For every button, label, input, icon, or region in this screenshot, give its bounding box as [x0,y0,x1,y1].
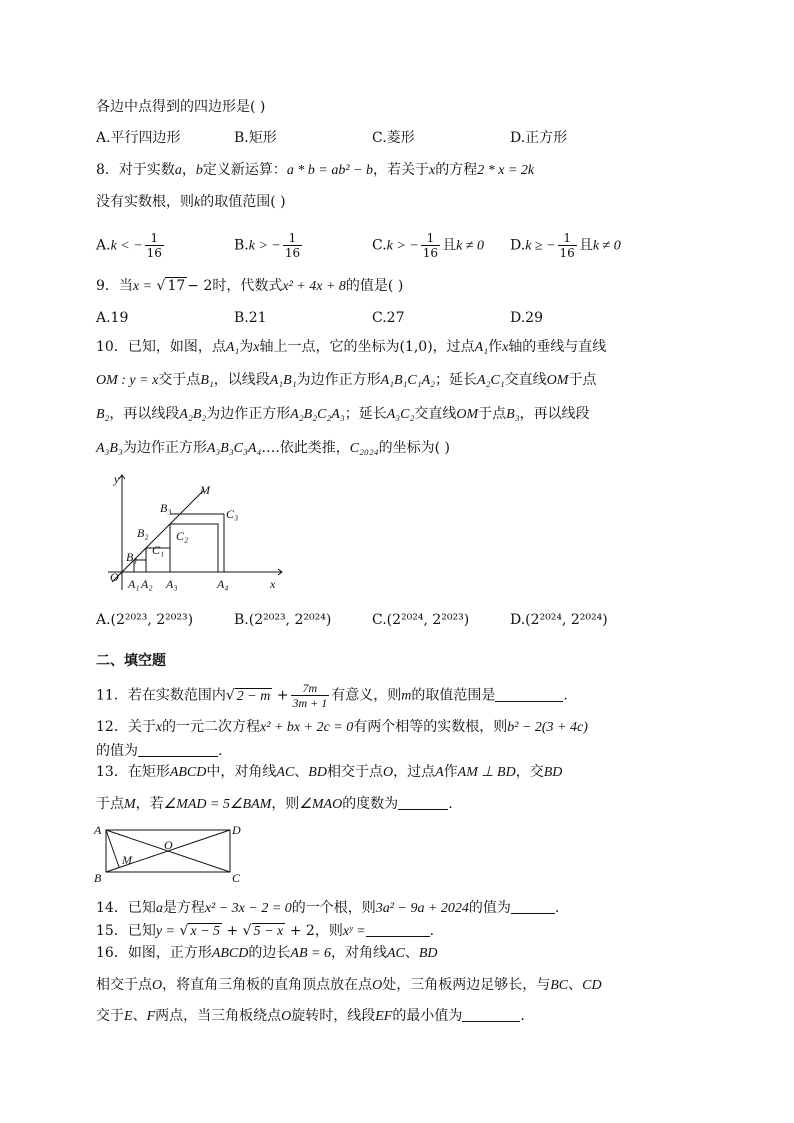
q16-line-2: 相交于点O，将直角三角板的直角顶点放在点O处，三角板两边足够长，与BC、CD [96,977,602,993]
label-o: O [110,570,119,584]
q9-stem: 9．当x = √ 17 − 2时，代数式x² + 4x + 8的值是( ) [96,278,404,294]
label-a2: A₂ [141,577,153,591]
q9-option-d: D.29 [510,310,543,326]
label-m: M [122,853,132,867]
q10-line-3: B₂，再以线段A₂B₂为边作正方形A₂B₂C₂A₃；延长A₃C₂交直线OM于点B₃，再以线段 [96,406,590,422]
label-d: D [232,823,241,837]
label-c1: C₁ [152,543,165,557]
q7-option-d: D.正方形 [510,130,568,146]
q8-line-2: 没有实数根，则k的取值范围( ) [96,194,286,210]
q10-line-1: 10．已知，如图，点A₁为x轴上一点，它的坐标为(1,0)，过点A₁作x轴的垂线与直线 [96,339,607,355]
q8-option-b: B.k > − $\frac{1}{16}$ [234,231,301,260]
label-b2: B₂ [137,526,149,540]
q7-option-c: C.菱形 [372,130,415,146]
label-c: C [232,871,241,884]
q7-option-a: A.平行四边形 [96,130,181,146]
q11-answer-blank[interactable] [495,687,563,702]
q8-option-c: C.k > − $\frac{1}{16}$ 且k ≠ 0 [372,231,484,260]
segment-am [106,830,119,867]
q12-line-1: 12．关于x的一元二次方程x² + bx + 2c = 0有两个相等的实数根，则b² − 2(3 + 4c) [96,719,588,735]
label-b: B [94,871,102,884]
label-c3: C₃ [226,507,239,521]
q12-answer-blank[interactable] [138,742,218,757]
q10-line-2: OM : y = x交于点B₁，以线段A₁B₁为边作正方形A₁B₁C₁A₂；延长A₂C₁交直线OM于点 [96,372,597,388]
q9-option-a: A.19 [96,310,129,326]
q10-figure [100,470,290,595]
label-y: y [114,472,120,486]
q10-option-a: A.(2²⁰²³, 2²⁰²³) [96,612,194,628]
q10-option-b: B.(2²⁰²³, 2²⁰²⁴) [234,612,332,628]
q13-answer-blank[interactable] [398,795,448,810]
section-title: 二、填空题 [96,653,166,669]
label-a4: A₄ [217,577,229,591]
label-b3: B₃ [160,501,172,515]
q10-option-d: D.(2²⁰²⁴, 2²⁰²⁴) [510,612,608,628]
q9-option-b: B.21 [234,310,267,326]
label-b1: B₁ [126,550,138,564]
label-c2: C₂ [176,529,189,543]
q13-line-1: 13．在矩形ABCD中，对角线AC、BD相交于点O，过点A作AM ⊥ BD，交BD [96,764,563,780]
q13-figure [92,822,252,884]
q8-option-a: A.k < − $\frac{1}{16}$ [96,231,162,260]
label-m: M [200,483,210,497]
label-o: O [164,838,173,852]
q15-stem: 15．已知y = √ x − 5 + √ 5 − x + 2，则xʸ = . [96,923,435,939]
q8-equation: 2 * x = 2k [477,163,535,178]
q11-stem: 11．若在实数范围内√ 2 − m + $\frac{7m}{3m + 1}$ 有意义，则m的取值范围是 . [96,681,568,710]
q8-line-1: 8．对于实数a，b定义新运算：a * b = ab² − b，若关于x的方程2 * x = 2k [96,162,535,178]
q10-option-c: C.(2²⁰²⁴, 2²⁰²³) [372,612,470,628]
q12-line-2: 的值为 . [96,743,223,759]
q10-line-4: A₃B₃为边作正方形A₃B₃C₃A₄….依此类推，C₂₀₂₄的坐标为( ) [96,440,450,456]
q14-stem: 14．已知a是方程x² − 3x − 2 = 0的一个根，则3a² − 9a + 2024的值为 . [96,900,560,916]
label-a3: A₃ [166,577,178,591]
q16-answer-blank[interactable] [462,1007,520,1022]
q16-line-3: 交于E、F两点，当三角板绕点O旋转时，线段EF的最小值为 . [96,1008,525,1024]
q16-line-1: 16．如图，正方形ABCD的边长AB = 6，对角线AC、BD [96,945,438,961]
line-om [112,490,204,582]
label-a: A [94,823,102,837]
label-x: x [270,577,276,591]
q15-answer-blank[interactable] [366,922,430,937]
q8-option-d: D.k ≥ − $\frac{1}{16}$ 且k ≠ 0 [510,231,621,260]
q9-option-c: C.27 [372,310,405,326]
q7-stem: 各边中点得到的四边形是( ) [96,99,266,115]
q13-line-2: 于点M，若∠MAD = 5∠BAM，则∠MAO的度数为 . [96,796,453,812]
q8-operation-definition: a * b = ab² − b [286,163,374,178]
label-a1: A₁ [128,577,140,591]
q7-option-b: B.矩形 [234,130,277,146]
q14-answer-blank[interactable] [511,899,555,914]
